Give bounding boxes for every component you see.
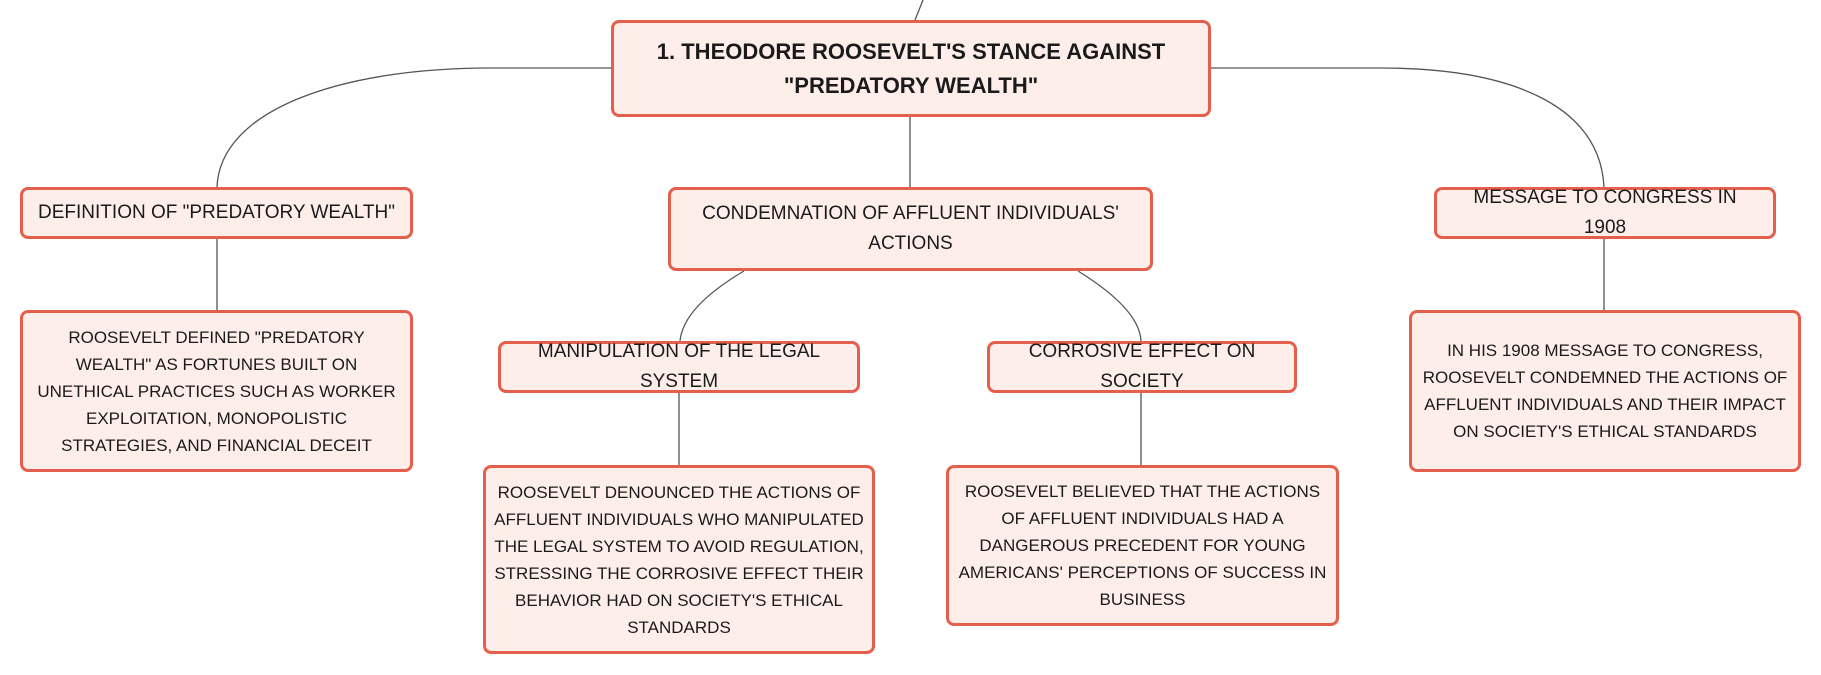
topic-label: MESSAGE TO CONGRESS IN 1908 [1473, 187, 1737, 238]
subtopic-manipulation-of-legal-system[interactable] [498, 341, 860, 393]
subtopic-corrosive-effect-on-society[interactable] [987, 341, 1297, 393]
detail-definition[interactable] [20, 310, 413, 472]
connector-parent-to-root [915, 0, 923, 20]
subtopic-label: CORROSIVE EFFECT ON SOCIETY [1028, 341, 1256, 392]
connector-root-to-message [1211, 68, 1604, 187]
topic-label: CONDEMNATION OF AFFLUENT INDIVIDUALS' ACTIONS [702, 203, 1119, 254]
connector-root-to-definition [217, 68, 611, 187]
connector-condemnation-to-corrosive [1078, 271, 1141, 341]
detail-text: IN HIS 1908 MESSAGE TO CONGRESS, ROOSEVELT CONDEMNED THE ACTIONS OF AFFLUENT INDIVIDUALS AND THEIR IMPACT ON SOCIETY'S ETHICAL STANDARDS [1422, 341, 1788, 441]
subtopic-label: MANIPULATION OF THE LEGAL SYSTEM [537, 341, 821, 392]
detail-text: ROOSEVELT BELIEVED THAT THE ACTIONS OF AFFLUENT INDIVIDUALS HAD A DANGEROUS PRECEDENT FOR YOUNG AMERICANS' PERCEPTIONS OF SUCCESS IN BUSINESS [958, 482, 1327, 609]
detail-message[interactable] [1409, 310, 1801, 472]
detail-corrosive-effect[interactable] [946, 465, 1339, 626]
detail-text: ROOSEVELT DEFINED "PREDATORY WEALTH" AS FORTUNES BUILT ON UNETHICAL PRACTICES SUCH AS WORKER EXPLOITATION, MONOPOLISTIC STRATEGIES, AND FINANCIAL DECEIT [37, 327, 396, 455]
root-title: 1. THEODORE ROOSEVELT'S STANCE AGAINST "PREDATORY WEALTH" [656, 38, 1166, 98]
topic-condemnation-of-affluent-individuals[interactable] [668, 187, 1153, 271]
connector-condemnation-to-legal [680, 271, 744, 341]
detail-legal-system[interactable] [483, 465, 875, 654]
root-node[interactable] [611, 20, 1211, 117]
detail-text: ROOSEVELT DENOUNCED THE ACTIONS OF AFFLUENT INDIVIDUALS WHO MANIPULATED THE LEGAL SYSTEM TO AVOID REGULATION, STRESSING THE CORROSIVE EFFECT THEIR BEHAVIOR HAD ON SOCIETY'S ETHICAL STANDARDS [494, 482, 864, 637]
topic-label: DEFINITION OF "PREDATORY WEALTH" [38, 202, 395, 223]
topic-definition-of-predatory-wealth[interactable] [20, 187, 413, 239]
topic-message-to-congress-1908[interactable] [1434, 187, 1776, 239]
